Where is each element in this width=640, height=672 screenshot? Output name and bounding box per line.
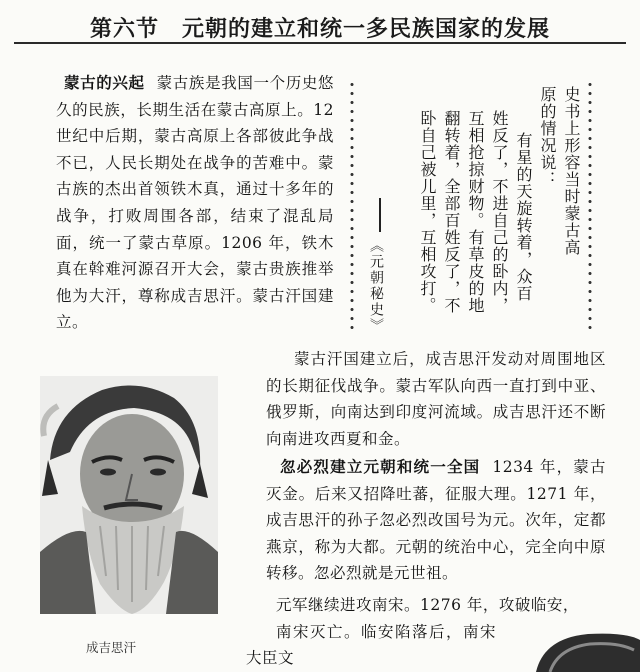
quote-column: 有星的天旋转着，众百 — [514, 132, 533, 302]
paragraph-kublai-khan — [266, 454, 606, 587]
dotted-border-left — [348, 80, 356, 332]
quote-source — [366, 198, 386, 334]
genghis-khan-portrait — [40, 376, 218, 614]
subheading-rise-of-mongols: 蒙古的兴起 — [64, 73, 145, 92]
title-bar — [14, 8, 626, 44]
paragraph-body: 蒙古族是我国一个历史悠久的民族，长期生活在蒙古高原上。12 世纪中后期，蒙古高原上各部彼此争战不已，人民长期处在战争的苦难中。蒙古族的杰出首领铁木真，通过十多年的战争，打败周围各部，结束了混乱局面，统一了蒙古草原。1206 年，铁木真在斡难河源召开大会，蒙古贵族推举他为大汗，尊称成吉思汗。蒙古汗国建立。 — [56, 74, 334, 332]
historical-quote-box — [348, 80, 594, 332]
next-figure-edge-illustration — [526, 630, 640, 672]
paragraph-conquests: 蒙古汗国建立后，成吉思汗发动对周围地区的长期征伐战争。蒙古军队向西一直打到中亚、俄罗斯，向南达到印度河流域。成吉思汗还不断向南进攻西夏和金。 — [266, 350, 606, 448]
quote-column: 史书上形容当时蒙古高 — [562, 86, 581, 256]
quote-column: 卧自己被儿里，互相攻打。 — [418, 110, 437, 314]
dotted-border-right — [586, 80, 594, 332]
section-title: 第六节 元朝的建立和统一多民族国家的发展 — [89, 17, 550, 42]
quote-column: 原的情况说： — [538, 86, 557, 188]
paragraph-body: 元军继续进攻南宋。1276 年，攻破临安， — [276, 596, 579, 614]
quote-column: 互相抢掠财物。有草皮的地 — [466, 110, 485, 314]
portrait-caption: 成吉思汗 — [86, 640, 137, 655]
quote-source-title: 《元朝秘史》 — [368, 238, 384, 334]
quote-column: 翻转着，全部百姓反了，不 — [442, 110, 461, 314]
portrait-illustration — [40, 376, 218, 614]
paragraph-rise-of-mongols — [56, 70, 334, 336]
subheading-kublai-khan: 忽必烈建立元朝和统一全国 — [280, 457, 481, 476]
paragraph-body-continued: 南宋灭亡。临安陷落后，南宋大臣文 — [246, 622, 496, 668]
quote-column: 姓反了，不进自己的卧内， — [490, 110, 509, 314]
paragraph-body: 1234 年，蒙古灭金。后来又招降吐蕃，征服大理。1271 年，成吉思汗的孙子忽必烈改国号为元。次年，定都燕京，称为大都。元朝的统治中心，完全向中原转移。忽必烈就是元世祖。 — [266, 458, 606, 583]
source-dash — [379, 198, 381, 232]
